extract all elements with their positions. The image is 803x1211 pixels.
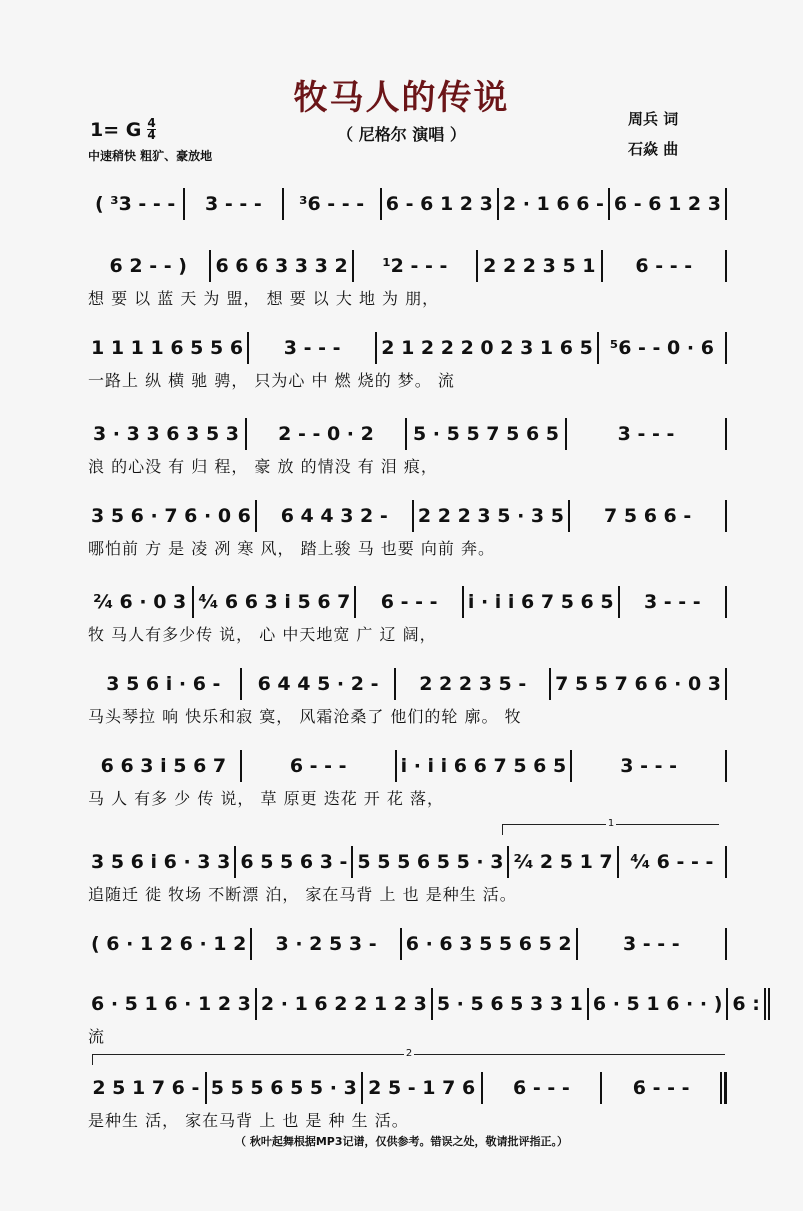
measure: 6 - - - (380, 591, 438, 613)
barline (255, 500, 257, 532)
measure: 2 5 - 1 7 6 (368, 1077, 476, 1099)
lyric-line: 是种生 活， 家在马背 上 也 是 种 生 活。 (88, 1111, 409, 1130)
measure: 2 5 1 7 6 - (92, 1077, 200, 1099)
barline (725, 418, 727, 450)
measure: 2 1 2 2 2 0 2 3 1 6 5 (381, 337, 593, 359)
measure: 2 2 2 3 5 1 (483, 255, 596, 277)
barline (240, 750, 242, 782)
barline (570, 750, 572, 782)
lyric-line: 流 (88, 1027, 106, 1046)
measure: 5 · 5 5 7 5 6 5 (412, 423, 560, 445)
measure: ⁵6 - - 0 · 6 (609, 337, 714, 359)
measure: 7 5 6 6 - (604, 505, 692, 527)
lyric-line: 马 人 有多 少 传 说， 草 原更 迭花 开 花 落， (88, 789, 444, 808)
measure: 3 · 2 5 3 - (275, 933, 377, 955)
barline (725, 250, 727, 282)
barline (192, 586, 194, 618)
song-title: 牧马人的传说 (293, 78, 510, 118)
barline (725, 846, 727, 878)
notation-row (88, 188, 728, 220)
barline (380, 188, 382, 220)
measure: 6 : (732, 993, 760, 1015)
measure: ²⁄₄ 6 · 0 3 (93, 591, 187, 613)
measure: 6 - 6 1 2 3 (613, 193, 721, 215)
barline (617, 846, 619, 878)
measure: 6 - - - (513, 1077, 570, 1099)
measure: ²⁄₄ 2 5 1 7 (513, 851, 613, 873)
tempo-marking: 中速稍快 粗犷、豪放地 (88, 149, 213, 163)
measure: 6 - - - (289, 755, 347, 777)
measure: 2 · 1 6 2 2 1 2 3 (260, 993, 427, 1015)
barline (565, 418, 567, 450)
barline (183, 188, 185, 220)
measure: 6 5 5 6 3 - (240, 851, 348, 873)
repeat-barline (764, 988, 770, 1020)
measure: ⁴⁄₄ 6 6 3 i 5 6 7 (198, 591, 351, 613)
measure: ( ³3 - - - (94, 193, 176, 215)
barline (282, 188, 284, 220)
measure: 5 · 5 6 5 3 3 1 (436, 993, 583, 1015)
notation-row (88, 1072, 728, 1104)
lyric-line: 想 要 以 蓝 天 为 盟， 想 要 以 大 地 为 朋， (88, 289, 440, 308)
barline (608, 188, 610, 220)
composer-credit: 石焱 曲 (628, 140, 679, 158)
measure: 3 - - - (622, 933, 680, 955)
footnote: （ 秋叶起舞根据MP3记谱，仅供参考。错误之处，敬请批评指正。） (235, 1135, 568, 1148)
barline (205, 1072, 207, 1104)
barline (462, 586, 464, 618)
measure: 6 4 4 3 2 - (280, 505, 388, 527)
measure: ³6 - - - (299, 193, 365, 215)
measure: 2 · 1 6 6 - (502, 193, 604, 215)
lyric-line: 哪怕前 方 是 凌 冽 寒 风， 踏上骏 马 也要 向前 奔。 (88, 539, 495, 558)
lyric-line: 牧 马人有多少传 说， 心 中天地宽 广 辽 阔， (88, 625, 437, 644)
notation-row (88, 750, 728, 782)
barline (209, 250, 211, 282)
measure: 3 - - - (617, 423, 675, 445)
measure: i · i i 6 6 7 5 6 5 (400, 755, 567, 777)
measure: 3 · 3 3 6 3 5 3 (92, 423, 240, 445)
volta-bracket-1: 1 (502, 824, 719, 835)
barline (395, 750, 397, 782)
barline (352, 250, 354, 282)
measure: ( 6 · 1 2 6 · 1 2 (91, 933, 247, 955)
measure: 6 - 6 1 2 3 (385, 193, 493, 215)
measure: 6 · 5 1 6 · · ) (592, 993, 723, 1015)
barline (405, 418, 407, 450)
measure: 6 4 4 5 · 2 - (257, 673, 379, 695)
barline (247, 332, 249, 364)
measure: 3 - - - (620, 755, 677, 777)
measure: 2 - - 0 · 2 (278, 423, 374, 445)
measure: 3 - - - (205, 193, 262, 215)
barline (576, 928, 578, 960)
barline (725, 188, 727, 220)
lyric-line: 马头琴拉 响 快乐和寂 寞， 风霜沧桑了 他们的轮 廓。 牧 (88, 707, 522, 726)
barline (587, 988, 589, 1020)
measure: 3 5 6 · 7 6 · 0 6 (91, 505, 251, 527)
barline (725, 668, 727, 700)
measure: 7 5 5 7 6 6 · 0 3 (555, 673, 722, 695)
barline (354, 586, 356, 618)
key-label: 1= G (90, 118, 142, 141)
barline (476, 250, 478, 282)
barline (725, 750, 727, 782)
barline (431, 988, 433, 1020)
final-barline (720, 1072, 727, 1104)
barline (481, 1072, 483, 1104)
barline (412, 500, 414, 532)
measure: ⁴⁄₄ 6 - - - (630, 851, 714, 873)
measure: 6 2 - - ) (109, 255, 187, 277)
key-signature (90, 118, 156, 141)
notation-row (88, 418, 728, 450)
notation-row (88, 250, 728, 282)
barline (255, 988, 257, 1020)
measure: 6 6 6 3 3 3 2 (215, 255, 348, 277)
barline (725, 332, 727, 364)
measure: 6 · 5 1 6 · 1 2 3 (91, 993, 251, 1015)
barline (549, 668, 551, 700)
measure: i · i i 6 7 5 6 5 (467, 591, 614, 613)
barline (600, 1072, 602, 1104)
barline (361, 1072, 363, 1104)
barline (725, 586, 727, 618)
notation-row (88, 586, 728, 618)
barline (245, 418, 247, 450)
measure: 3 - - - (643, 591, 701, 613)
measure: 5 5 5 6 5 5 · 3 (357, 851, 504, 873)
measure: ¹2 - - - (382, 255, 448, 277)
notation-row (88, 332, 728, 364)
notation-row (88, 668, 728, 700)
measure: 6 - - - (635, 255, 693, 277)
measure: 3 5 6 i · 6 - (106, 673, 221, 695)
barline (240, 668, 242, 700)
measure: 6 - - - (632, 1077, 690, 1099)
lyricist-credit: 周兵 词 (628, 110, 679, 128)
measure: 3 5 6 i 6 · 3 3 (91, 851, 231, 873)
lyric-line: 一路上 纵 横 驰 骋， 只为心 中 燃 烧的 梦。 流 (88, 371, 455, 390)
barline (234, 846, 236, 878)
barline (601, 250, 603, 282)
barline (618, 586, 620, 618)
singer-credit: （ 尼格尔 演唱 ） (337, 125, 466, 144)
barline (726, 988, 728, 1020)
barline (568, 500, 570, 532)
measure: 1 1 1 1 6 5 5 6 (91, 337, 244, 359)
lyric-line: 浪 的心没 有 归 程， 豪 放 的情没 有 泪 痕， (88, 457, 438, 476)
barline (250, 928, 252, 960)
barline (725, 928, 727, 960)
barline (400, 928, 402, 960)
notation-row (88, 846, 728, 878)
barline (394, 668, 396, 700)
barline (725, 500, 727, 532)
lyric-line: 追随迁 徙 牧场 不断漂 泊， 家在马背 上 也 是种生 活。 (88, 885, 517, 904)
notation-row (88, 988, 760, 1020)
measure: 2 2 2 3 5 · 3 5 (417, 505, 564, 527)
measure: 2 2 2 3 5 - (419, 673, 527, 695)
measure: 5 5 5 6 5 5 · 3 (210, 1077, 357, 1099)
measure: 6 · 6 3 5 5 6 5 2 (405, 933, 572, 955)
measure: 3 - - - (283, 337, 341, 359)
barline (597, 332, 599, 364)
notation-row (88, 928, 728, 960)
barline (497, 188, 499, 220)
measure: 6 6 3 i 5 6 7 (100, 755, 227, 777)
barline (507, 846, 509, 878)
time-signature: $\frac{4}{4}$ (147, 116, 156, 142)
volta-bracket-2: 2 (92, 1054, 725, 1065)
barline (351, 846, 353, 878)
notation-row (88, 500, 728, 532)
barline (375, 332, 377, 364)
